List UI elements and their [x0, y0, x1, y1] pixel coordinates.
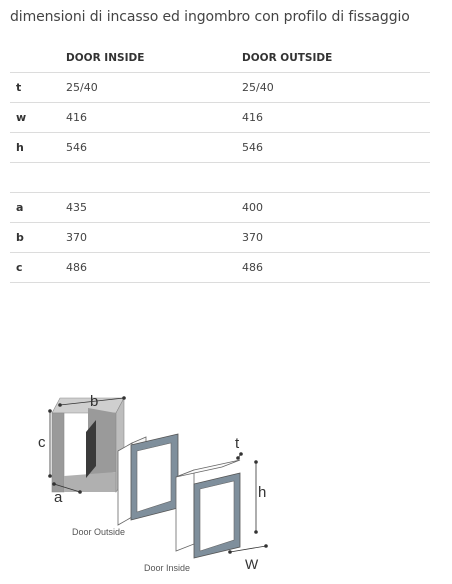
dim-dot — [254, 460, 258, 464]
dim-dot — [239, 452, 243, 456]
row-key — [10, 163, 66, 193]
row-key: w — [10, 103, 66, 133]
table-row-spacer — [10, 163, 430, 193]
row-key: c — [10, 253, 66, 283]
dim-dot — [264, 544, 268, 548]
header-key — [10, 43, 66, 73]
row-door-outside: 546 — [242, 133, 430, 163]
row-key: a — [10, 193, 66, 223]
row-door-outside: 400 — [242, 193, 430, 223]
row-key: b — [10, 223, 66, 253]
row-door-inside: 25/40 — [66, 73, 242, 103]
row-door-inside: 546 — [66, 133, 242, 163]
row-door-inside: 486 — [66, 253, 242, 283]
label-w: W — [245, 556, 259, 572]
table-row — [10, 103, 430, 133]
door-inside-body-top — [176, 460, 240, 477]
row-key: t — [10, 73, 66, 103]
table-row — [10, 133, 430, 163]
table-row — [10, 223, 430, 253]
cavity-drawing — [52, 398, 124, 492]
installation-diagram — [30, 380, 280, 584]
door-outside-panel — [137, 443, 171, 512]
dim-dot — [122, 396, 126, 400]
table-row — [10, 253, 430, 283]
cavity-floor — [64, 472, 116, 492]
door-inside-panel — [200, 481, 234, 551]
row-door-outside: 25/40 — [242, 73, 430, 103]
label-door-inside: Door Inside — [144, 563, 191, 573]
row-door-outside: 486 — [242, 253, 430, 283]
row-key: h — [10, 133, 66, 163]
row-door-outside: 370 — [242, 223, 430, 253]
label-b: b — [90, 393, 99, 410]
page-title: dimensioni di incasso ed ingombro con profilo di fissaggio — [10, 9, 410, 25]
door-inside-body-side — [176, 470, 194, 551]
dim-dot — [236, 456, 240, 460]
row-door-outside: 416 — [242, 103, 430, 133]
dim-dot — [254, 530, 258, 534]
dim-dot — [48, 409, 52, 413]
door-outside-drawing — [118, 434, 178, 525]
header-door-inside: DOOR INSIDE — [66, 43, 242, 73]
label-h: h — [258, 484, 267, 501]
row-door-inside: 416 — [66, 103, 242, 133]
row-door-inside: 435 — [66, 193, 242, 223]
label-door-outside: Door Outside — [72, 527, 126, 537]
label-t: t — [235, 435, 240, 452]
row-door-inside — [66, 163, 242, 193]
dim-dot — [228, 550, 232, 554]
door-inside-drawing — [176, 460, 240, 558]
header-door-outside: DOOR OUTSIDE — [242, 43, 430, 73]
cavity-left-face — [52, 413, 64, 492]
table-row — [10, 193, 430, 223]
row-door-inside: 370 — [66, 223, 242, 253]
row-door-outside — [242, 163, 430, 193]
dim-dot — [52, 482, 56, 486]
door-outside-body-side — [118, 443, 132, 525]
dim-dot — [48, 474, 52, 478]
dim-dot — [58, 403, 62, 407]
table-row — [10, 73, 430, 103]
dimensions-table — [10, 43, 430, 283]
label-a: a — [54, 489, 63, 506]
table-header-row — [10, 43, 430, 73]
dim-dot — [78, 490, 82, 494]
label-c: c — [38, 434, 46, 451]
